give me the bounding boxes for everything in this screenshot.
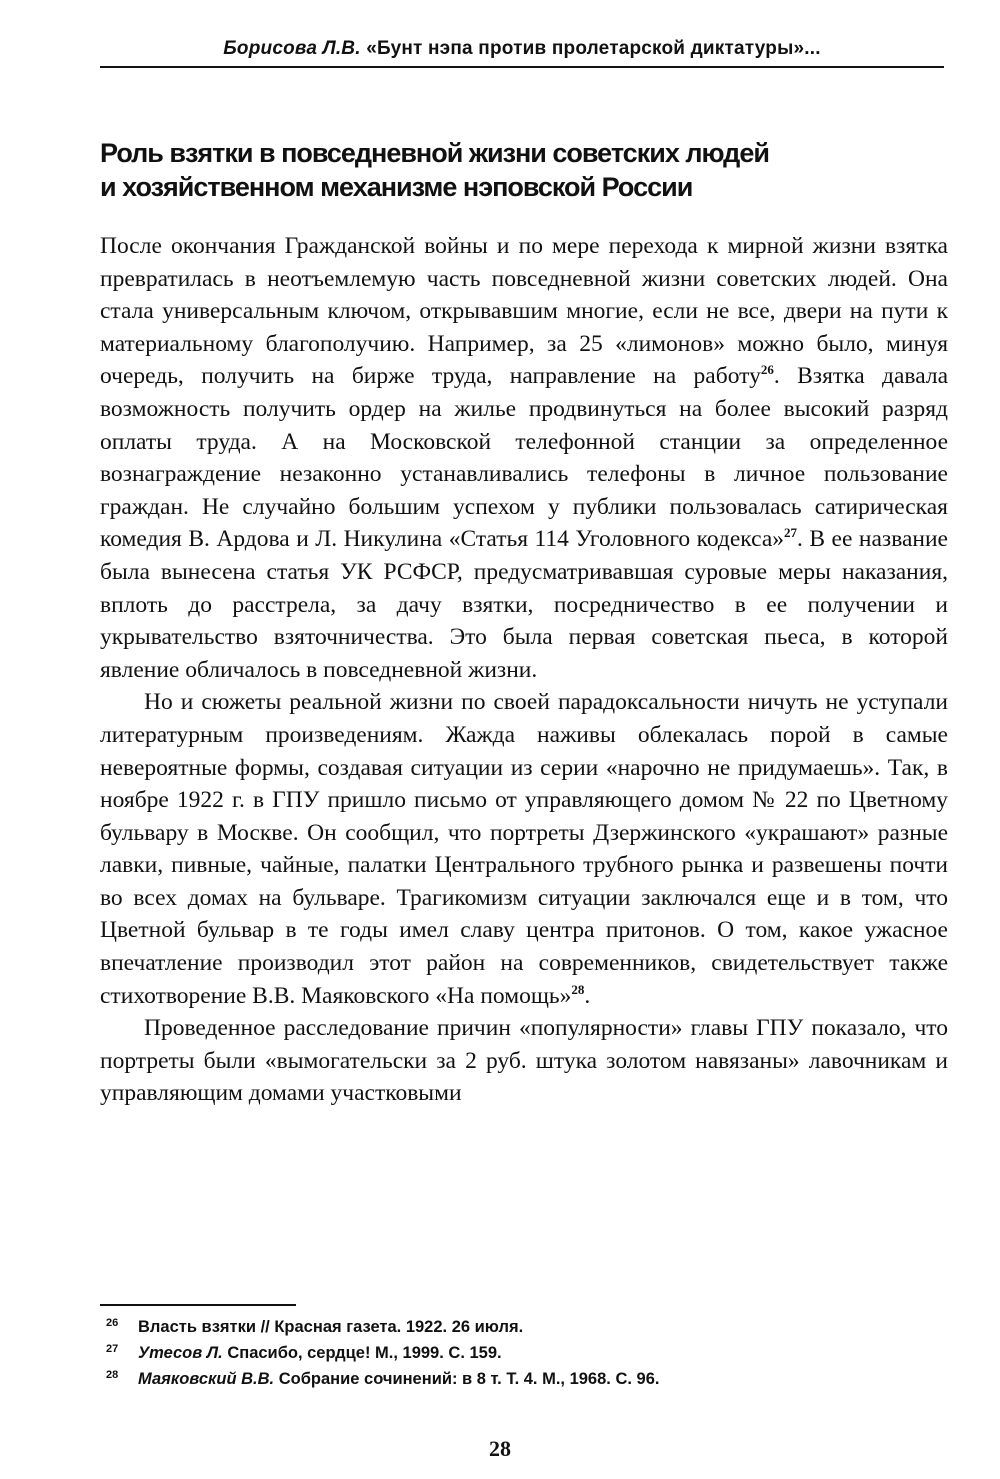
- paragraph-1: [100, 230, 948, 686]
- footnote-rule: [100, 1304, 296, 1306]
- footnote-ref-27[interactable]: 27: [784, 525, 798, 541]
- footnote-26: [100, 1314, 948, 1340]
- footnote-text: Спасибо, сердце! М., 1999. С. 159.: [222, 1344, 502, 1362]
- footnote-text: Собрание сочинений: в 8 т. Т. 4. М., 1968. С. 96.: [274, 1370, 660, 1388]
- paragraph-2: [100, 686, 948, 1012]
- running-head-author: Борисова Л.В.: [223, 38, 361, 59]
- footnote-number: 28: [106, 1369, 119, 1381]
- footnote-27: [100, 1340, 948, 1366]
- body-text: [100, 230, 948, 1110]
- footnote-ref-26[interactable]: 26: [760, 362, 774, 378]
- page-number: 28: [489, 1436, 511, 1461]
- footnotes: [100, 1314, 948, 1392]
- footnote-author: Утесов Л.: [138, 1344, 223, 1362]
- footnote-number: 27: [106, 1343, 119, 1355]
- footnote-author: Маяковский В.В.: [138, 1370, 275, 1388]
- footnote-28: [100, 1366, 948, 1392]
- paragraph-3-text: Проведенное расследование причин «популярности» главы ГПУ показало, что портреты были «вымогательски за 2 руб. штука золотом навязаны» лавочникам и управляющим домами участковыми: [100, 1015, 948, 1107]
- paragraph-2-part-2: .: [584, 982, 591, 1009]
- section-title-line-2: и хозяйственном механизме нэповской России: [100, 172, 693, 202]
- footnote-text: Власть взятки // Красная газета. 1922. 26 июля.: [138, 1318, 524, 1336]
- paragraph-2-part-1: Но и сюжеты реальной жизни по своей парадоксальности ничуть не уступали литературным произведениям. Жажда наживы облекалась порой в самые невероятные формы, создавая ситуации из серии «нарочно не придумаешь». Так, в ноябре 1922 г. в ГПУ пришло письмо от управляющего домом № 22 по Цветному бульвару в Москве. Он сообщил, что портреты Дзержинского «украшают» разные лавки, пивные, чайные, палатки Центрального трубного рынка и развешены почти во всех домах на бульваре. Трагикомизм ситуации заключался еще и в том, что Цветной бульвар в те годы имел славу центра притонов. О том, какое ужасное впечатление производил этот район на современников, свидетельствует также стихотворение В.В. Маяковского «На помощь»: [100, 689, 948, 1009]
- section-title-line-1: Роль взятки в повседневной жизни советских людей: [100, 138, 769, 168]
- footnote-number: 26: [106, 1317, 119, 1329]
- paragraph-1-part-3: . В ее название была вынесена статья УК РСФСР, предусматривавшая суровые меры наказания, вплоть до расстрела, за дачу взятки, посредничество в ее получении и укрывательство взяточничества. Это была первая советская пьеса, в которой явление обличалось в повседневной жизни.: [100, 526, 948, 683]
- paragraph-1-part-1: После окончания Гражданской войны и по мере перехода к мирной жизни взятка превратилась в неотъемлемую часть повседневной жизни советских людей. Она стала универсальным ключом, открывавшим многие, если не все, двери на пути к материальному благополучию. Например, за 25 «лимонов» можно было, минуя очередь, получить на бирже труда, направление на работу: [100, 233, 948, 390]
- paragraph-3: [100, 1012, 948, 1110]
- paragraph-1-part-2: . Взятка давала возможность получить ордер на жилье продвинуться на более высокий разряд оплаты труда. А на Московской телефонной станции за определенное вознаграждение незаконно устанавливались телефоны в личное пользование граждан. Не случайно большим успехом у публики пользовалась сатирическая комедия В. Ардова и Л. Никулина «Статья 114 Уголовного кодекса»: [100, 363, 949, 553]
- section-title: [100, 136, 860, 204]
- running-head: [100, 38, 944, 60]
- running-head-title: «Бунт нэпа против пролетарской диктатуры»...: [360, 38, 821, 59]
- footnote-ref-28[interactable]: 28: [571, 981, 585, 997]
- header-rule: [100, 66, 944, 68]
